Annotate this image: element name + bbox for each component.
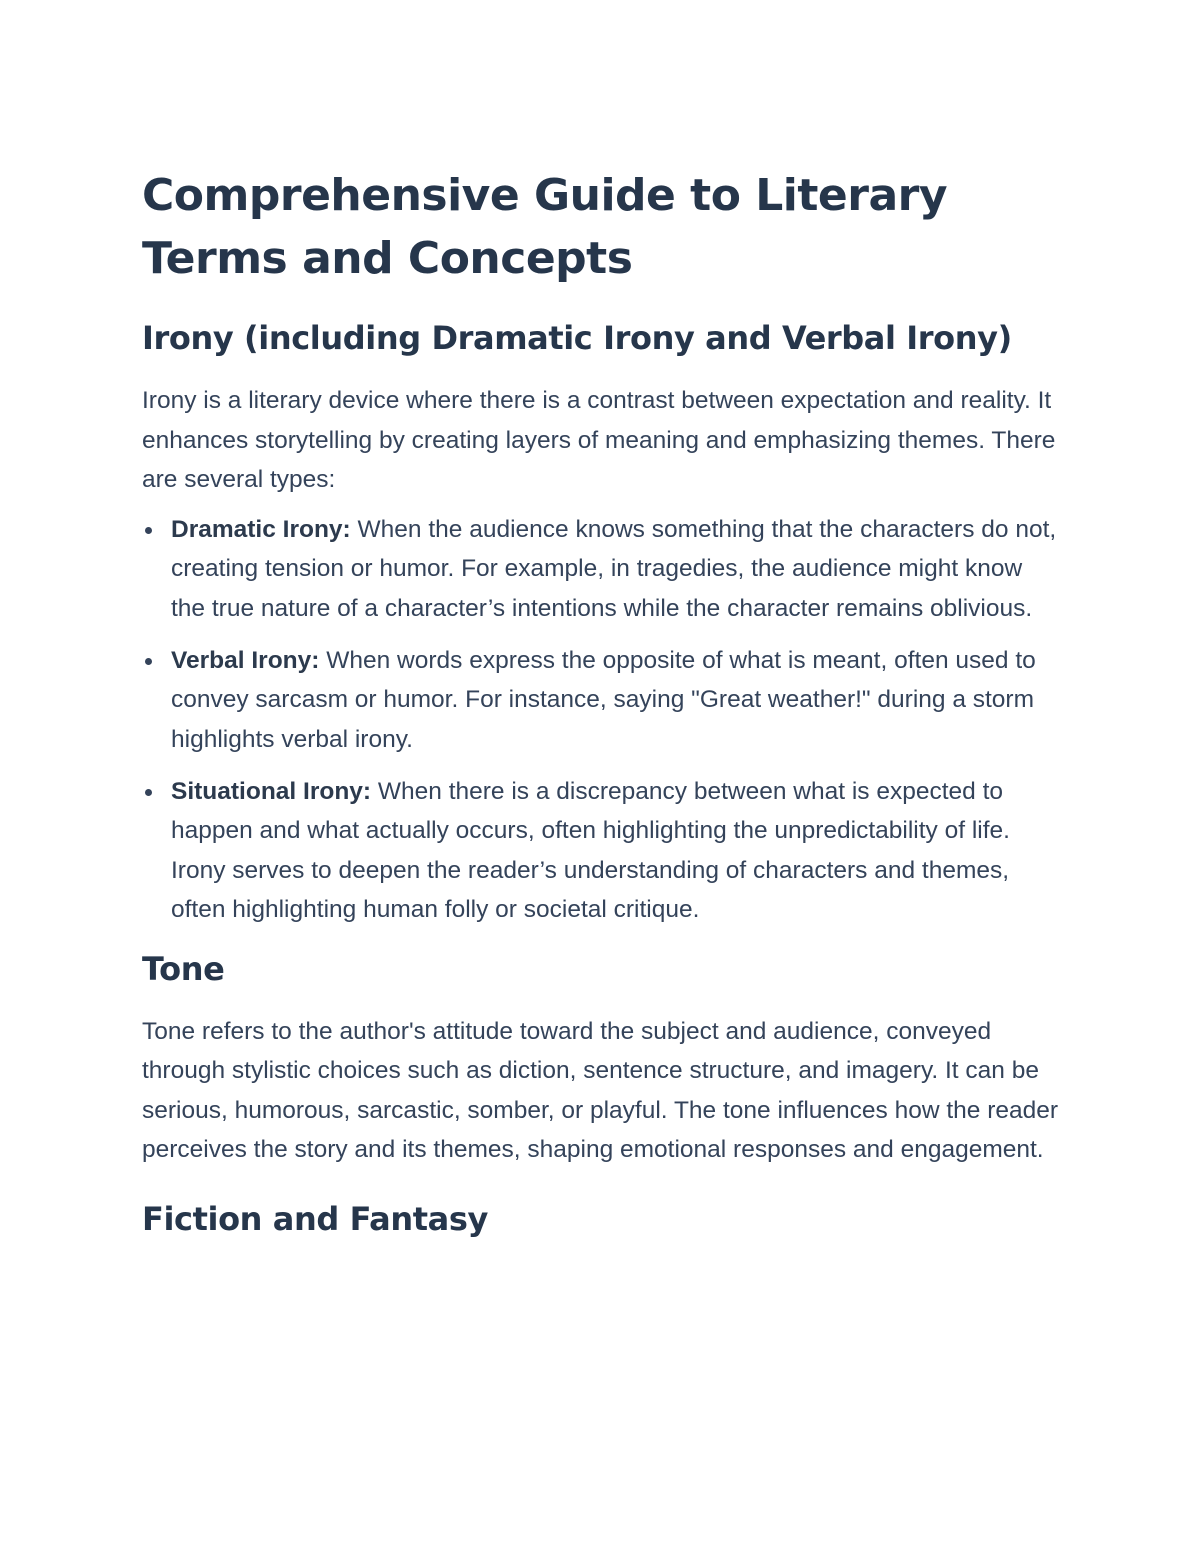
section-spacer [142,1180,1062,1198]
list-item-term: Situational Irony: [171,777,372,805]
tone-paragraph: Tone refers to the author's attitude toward the subject and audience, conveyed through stylistic choices such as diction, sentence structure, and imagery. It can be serious, humorous, sarcastic, somber, or playful. The tone influences how the reader perceives the story and its themes, shaping emotional responses and engagement. [142,1017,1059,1163]
list-item-term: Verbal Irony: [171,646,320,674]
irony-types-list [142,510,1062,930]
document-page [142,164,1062,1262]
list-item-term: Dramatic Irony: [171,515,351,543]
section-heading-tone: Tone [142,949,225,988]
list-item [142,641,1062,760]
list-item [142,510,1062,629]
list-item-text: When there is a discrepancy between what is expected to happen and what actually occurs, often highlighting the unpredictability of life. Irony serves to deepen the reader’s understanding of characters and themes, often highlighting human folly or societal critique. [171,777,1010,923]
document-title: Comprehensive Guide to Literary Terms and Concepts [142,170,948,284]
list-item [142,772,1062,930]
irony-intro-paragraph: Irony is a literary device where there is a contrast between expectation and reality. It enhances storytelling by creating layers of meaning and emphasizing themes. There are several types: [142,387,1056,493]
list-item-text: When the audience knows something that the characters do not, creating tension or humor. For example, in tragedies, the audience might know the true nature of a character’s intentions while the character remains oblivious. [171,515,1057,622]
list-item-text: When words express the opposite of what is meant, often used to convey sarcasm or humor. For instance, saying "Great weather!" during a storm highlights verbal irony. [171,646,1036,753]
section-heading-fiction: Fiction and Fantasy [142,1199,488,1238]
bullet-icon [145,658,152,665]
bullet-icon [145,789,152,796]
bullet-icon [145,527,152,534]
section-heading-irony: Irony (including Dramatic Irony and Verbal Irony) [142,319,1012,357]
